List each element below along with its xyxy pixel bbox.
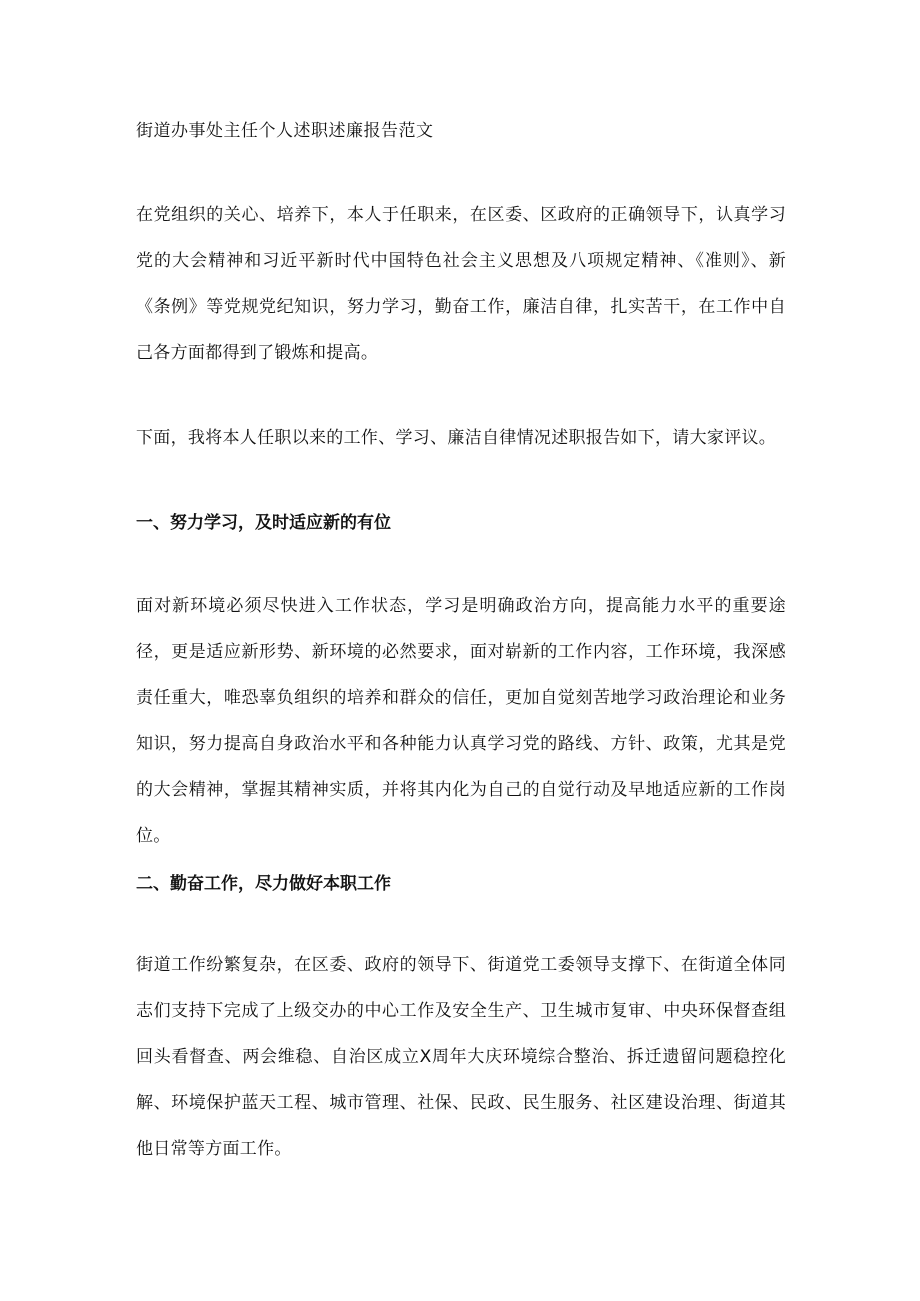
section-body-work: 街道工作纷繁复杂，在区委、政府的领导下、街道党工委领导支撑下、在街道全体同志们支持下完成了上级交办的中心工作及安全生产、卫生城市复审、中央环保督查组回头看督查、两会维稳、自治区成立X周年大庆环境综合整治、拆迁遗留问题稳控化解、环境保护蓝天工程、城市管理、社保、民政、民生服务、社区建设治理、街道其他日常等方面工作。 (136, 955, 786, 1159)
intro-paragraph: 在党组织的关心、培养下，本人于任职来，在区委、区政府的正确领导下，认真学习党的大会精神和习近平新时代中国特色社会主义思想及八项规定精神、《准则》、新《条例》等党规党纪知识，努力学习，勤奋工作，廉洁自律，扎实苦干，在工作中自己各方面都得到了锻炼和提高。 (136, 205, 786, 363)
section-heading-study: 一、努力学习，及时适应新的有位 (136, 513, 391, 533)
section-body-study: 面对新环境必须尽快进入工作状态，学习是明确政治方向，提高能力水平的重要途径，更是适应新形势、新环境的必然要求，面对崭新的工作内容，工作环境，我深感责任重大，唯恐辜负组织的培养和群众的信任，更加自觉刻苦地学习政治理论和业务知识，努力提高自身政治水平和各种能力认真学习党的路线、方针、政策，尤其是党的大会精神，掌握其精神实质，并将其内化为自己的自觉行动及早地适应新的工作岗位。 (136, 596, 786, 846)
section-heading-work: 二、勤奋工作，尽力做好本职工作 (136, 874, 391, 894)
document-title: 街道办事处主任个人述职述廉报告范文 (136, 121, 434, 141)
report-intro-paragraph: 下面，我将本人任职以来的工作、学习、廉洁自律情况述职报告如下，请大家评议。 (136, 428, 777, 448)
